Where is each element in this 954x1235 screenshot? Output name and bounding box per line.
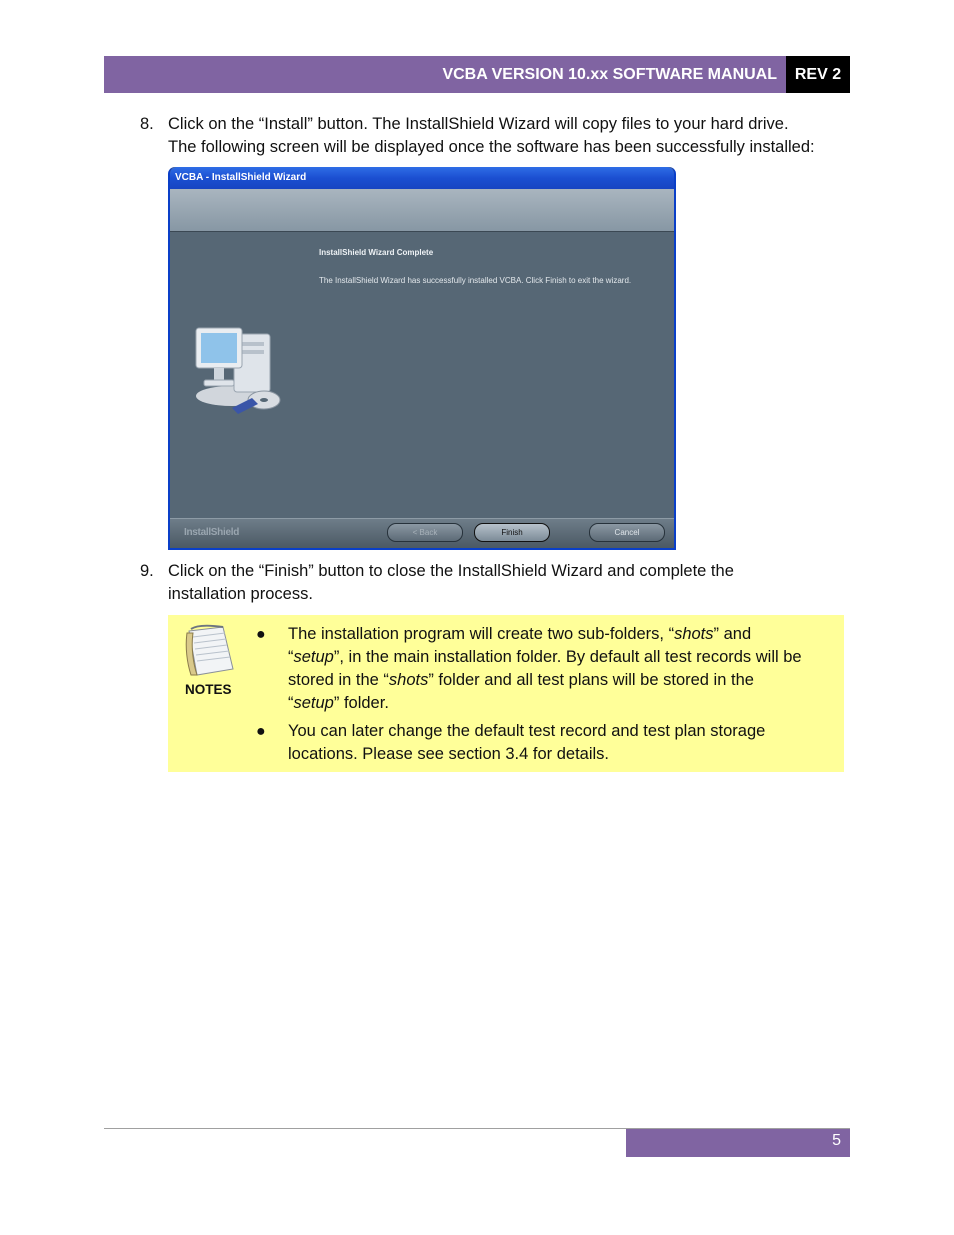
installshield-logo: InstallShield bbox=[184, 527, 240, 538]
note-text: The installation program will create two sub-folders, “ bbox=[288, 625, 675, 643]
notes-item-subfolders bbox=[256, 623, 840, 715]
note-folder-name: setup bbox=[293, 648, 334, 666]
note-text: ” folder and all test plans will be stored in the bbox=[428, 671, 754, 689]
step-9 bbox=[140, 560, 734, 605]
wizard-message: The InstallShield Wizard has successfully installed VCBA. Click Finish to exit the wizard. bbox=[319, 276, 632, 285]
notepad-icon bbox=[183, 623, 237, 679]
note-text: ” and bbox=[713, 625, 752, 643]
note-text: You can later change the default test record and test plan storage bbox=[288, 722, 766, 740]
step-text-line: Click on the “Finish” button to close the InstallShield Wizard and complete the bbox=[168, 562, 734, 580]
step-text-line: Click on the “Install” button. The InstallShield Wizard will copy files to your hard drive. bbox=[168, 115, 789, 133]
step-number: 9. bbox=[140, 562, 154, 580]
wizard-heading: InstallShield Wizard Complete bbox=[319, 248, 434, 257]
step-number: 8. bbox=[140, 115, 154, 133]
note-folder-name: shots bbox=[388, 671, 429, 689]
notes-box bbox=[168, 615, 844, 772]
note-text: “ bbox=[288, 694, 294, 712]
installshield-wizard-screenshot bbox=[168, 167, 676, 550]
computer-cd-icon bbox=[192, 324, 284, 420]
header-title-band bbox=[104, 56, 786, 93]
note-folder-name: shots bbox=[674, 625, 714, 643]
notes-label: NOTES bbox=[185, 682, 232, 697]
page-number: 5 bbox=[626, 1129, 850, 1157]
step-text-line: The following screen will be displayed once the software has been successfully installed: bbox=[168, 137, 815, 156]
header-title: VCBA VERSION 10.xx SOFTWARE MANUAL bbox=[442, 65, 777, 83]
note-text: ” folder. bbox=[333, 694, 389, 712]
note-text: ”, in the main installation folder. By default all test records will be bbox=[333, 648, 802, 666]
notes-item-storage-locations bbox=[256, 720, 840, 766]
note-text: “ bbox=[288, 648, 294, 666]
wizard-body bbox=[170, 232, 674, 520]
finish-button[interactable]: Finish bbox=[474, 523, 550, 542]
wizard-title-bar: VCBA - InstallShield Wizard bbox=[170, 167, 674, 189]
bullet-icon: ● bbox=[256, 626, 266, 643]
back-button[interactable]: < Back bbox=[387, 523, 463, 542]
step-text-line: installation process. bbox=[168, 584, 313, 603]
header-revision: REV 2 bbox=[786, 56, 850, 93]
wizard-banner bbox=[170, 189, 674, 232]
wizard-footer bbox=[170, 518, 674, 548]
cancel-button[interactable]: Cancel bbox=[589, 523, 665, 542]
note-text: stored in the “ bbox=[288, 671, 389, 689]
step-8 bbox=[140, 113, 815, 158]
note-text: locations. Please see section 3.4 for details. bbox=[288, 745, 610, 763]
bullet-icon: ● bbox=[256, 723, 266, 740]
note-folder-name: setup bbox=[293, 694, 334, 712]
